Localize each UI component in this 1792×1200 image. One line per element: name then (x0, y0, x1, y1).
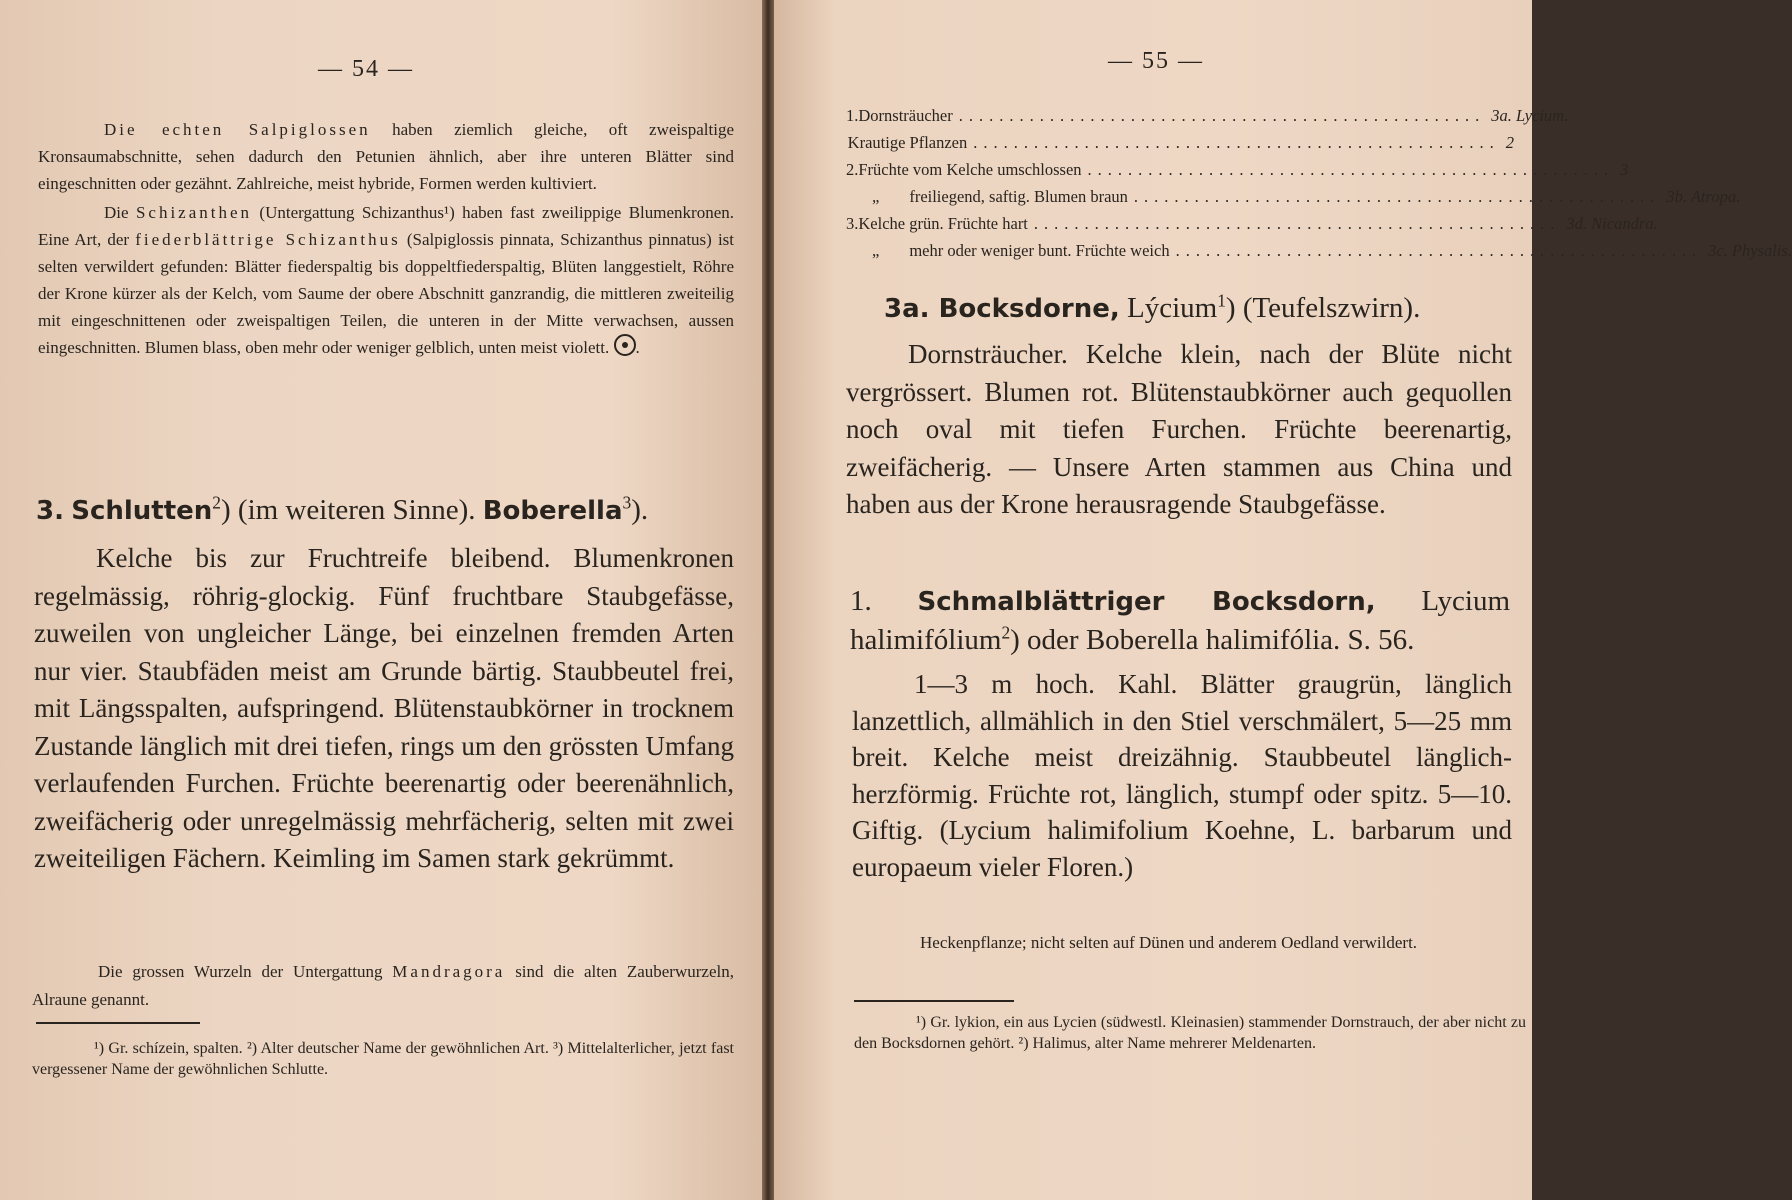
mandragora-note: Die grossen Wurzeln der Untergattung Mandragora sind die alten Zauberwurzeln, Alraune genannt. (32, 962, 734, 1009)
habitat-note: Heckenpflanze; nicht selten auf Dünen und anderem Oedland verwildert. (920, 933, 1418, 952)
section-heading-bocksdorne: 3a. Bocksdorne, Lýcium$^1$) (Teufelszwirn). (884, 290, 1421, 324)
footnotes: ¹) Gr. schízein, spalten. ²) Alter deutscher Name der gewöhnlichen Art. ³) Mittelalterlicher, jetzt fast vergessener Name der gewöhnlichen Schlutte. (32, 1040, 734, 1078)
key-row: 1. Dornsträucher .................................................... 3a. Lycium. (846, 106, 1569, 125)
book-gutter (762, 0, 774, 1200)
key-row: 2. Früchte vom Kelche umschlossen .................................................... 3 (846, 160, 1629, 179)
section-heading-schlutten: 3. Schlutten$^2$) (im weiteren Sinne). Boberella$^3$). (36, 492, 649, 526)
schlutten-description: Kelche bis zur Fruchtreife bleibend. Blumenkronen regelmässig, röhrig-glockig. Fünf fruchtbare Staubgefässe, zuweilen von ungleicher Länge, bei einzelnen fremden Arten nur vier. Staubfäden meist am Grunde bärtig. Staubbeutel frei, mit Längsspalten, aufspringend. Blütenstaubkörner in trocknem Zustande länglich mit drei tiefen, rings um den grössten Umfang verlaufenden Furchen. Früchte beerenartig oder beerenähnlich, zweifächerig oder unregelmässig mehrfächerig, selten mit zwei zweiteiligen Fächern. Keimling im Samen stark gekrümmt. (34, 543, 734, 873)
footnotes: ¹) Gr. lykion, ein aus Lycien (südwestl. Kleinasien) stammender Dornstrauch, der aber nicht zu den Bocksdornen gehört. ²) Halimus, alter Name mehrerer Meldenarten. (854, 1014, 1526, 1052)
footnote-divider (36, 1022, 200, 1024)
key-row: Krautige Pflanzen .................................................... 2 (847, 133, 1514, 152)
identification-key (846, 106, 1792, 268)
page-number: — 55 — (1108, 48, 1204, 74)
bocksdorne-description: Dornsträucher. Kelche klein, nach der Blüte nicht vergrössert. Blumen rot. Blütenstaubkörner auch gequollen noch oval mit tiefen Furchen. Früchte beerenartig, zweifächerig. — Unsere Arten stammen aus China und haben aus der Krone herausragende Staubgefässe. (846, 339, 1512, 519)
salpiglossen-paragraph: Die echten Salpiglossen haben ziemlich gleiche, oft zweispaltige Kronsaumabschnitte, sehen dadurch den Petunien ähnlich, aber ihre unteren Blätter sind eingeschnitten oder gezähnt. Zahlreiche, meist hybride, Formen werden kultiviert. Die Schizanthen (Untergattung Schizanthus¹) haben fast zweilippige Blumenkronen. Eine Art, der fiederblättrige Schizanthus (Salpiglossis pinnata, Schizanthus pinnatus) ist selten verwildert gefunden: Blätter fiederspaltig bis doppeltfiederspaltig, Blüten langgestielt, Röhre der Krone kürzer als der Kelch, vom Saume der obere Abschnitt ganzrandig, die mittleren zweiteilig mit eingeschnittenen oder zweispaltigen Teilen, die unteren in der Mitte verwachsen, aussen eingeschnitten. Blumen blass, oben mehr oder weniger gelblich, unten meist violett. . (38, 120, 735, 357)
species-heading: 1. Schmalblättriger Bocksdorn, Lycium halimifólium$^2$) oder Boberella halimifólia. S. 56. (850, 585, 1510, 656)
left-page (0, 0, 762, 1200)
key-row: „ freiliegend, saftig. Blumen braun .................................................... 3b. Atropa. (872, 187, 1741, 206)
right-page (774, 0, 1792, 1200)
footnote-divider (854, 1000, 1014, 1002)
page-number: — 54 — (318, 56, 414, 82)
key-row: 3. Kelche grün. Früchte hart .................................................... 3d. Nicandra. (846, 214, 1658, 233)
key-row: „ mehr oder weniger bunt. Früchte weich .................................................... 3c. Physalis. (872, 241, 1792, 260)
species-description: 1—3 m hoch. Kahl. Blätter graugrün, länglich lanzettlich, allmählich in den Stiel verschmälert, 5—25 mm breit. Kelche meist dreizähnig. Staubbeutel länglich-herzförmig. Früchte rot, länglich, stumpf oder spitz. 5—10. Giftig. (Lycium halimifolium Koehne, L. barbarum und europaeum vieler Floren.) (852, 669, 1512, 882)
annual-symbol-icon (614, 334, 636, 356)
